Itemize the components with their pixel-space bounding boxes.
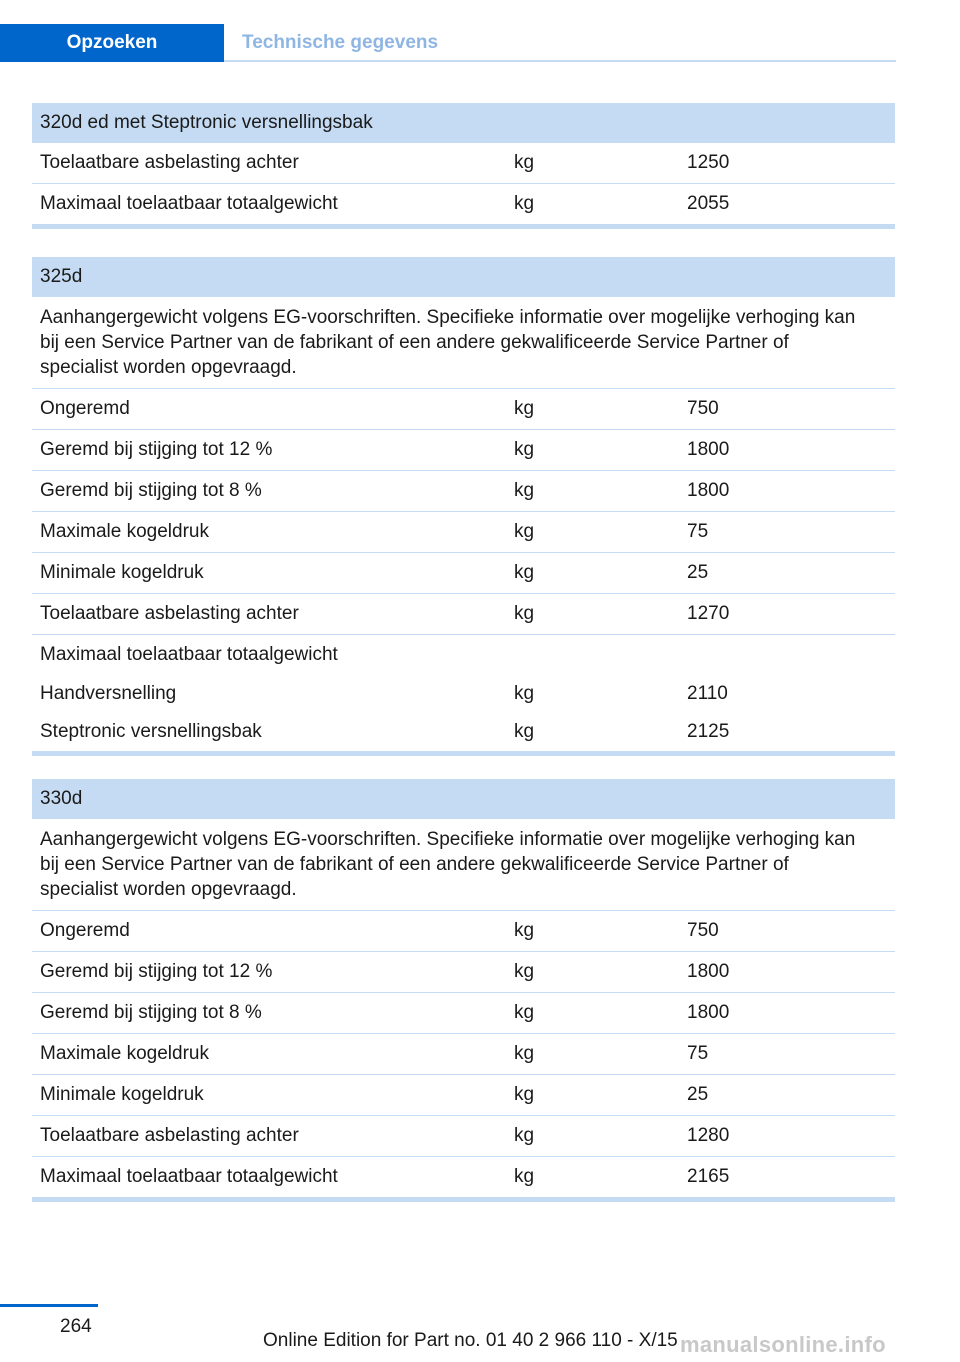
row-unit: kg [514,562,535,583]
section-header [0,24,896,62]
spec-table-330d [32,779,895,1202]
row-unit: kg [514,193,535,214]
edition-text: Online Edition for Part no. 01 40 2 966 110 - X/15 [263,1330,678,1351]
row-unit: kg [514,1043,535,1064]
row-label: Toelaatbare asbelasting achter [40,152,299,173]
row-label: Minimale kogeldruk [40,1084,204,1105]
tab-technische-gegevens[interactable]: Technische gegevens [242,32,439,53]
table-row [32,389,895,430]
row-value: 25 [687,1084,709,1105]
row-unit: kg [514,603,535,624]
row-value: 1800 [687,961,730,982]
row-unit: kg [514,920,535,941]
row-label: Maximaal toelaatbaar totaalgewicht [40,1166,338,1187]
row-value: 2125 [687,721,730,742]
row-value: 750 [687,920,719,941]
row-label: Toelaatbare asbelasting achter [40,1125,299,1146]
table-heading: 325d [32,257,895,297]
table-row [32,952,895,993]
row-value: 1800 [687,439,730,460]
table-row [32,553,895,594]
row-label: Minimale kogeldruk [40,562,204,583]
row-value: 1280 [687,1125,730,1146]
table-row [32,911,895,952]
row-unit: kg [514,398,535,419]
row-label: Ongeremd [40,920,130,941]
table-note: Aanhangergewicht volgens EG-voorschriften. Specifieke informatie over mogelijke verhoging kan bij een Service Partner van de fabrikant of een andere gekwalificeerde Service Partner of specialist worden opgevraagd. [32,297,895,389]
row-label: Geremd bij stijging tot 8 % [40,1002,262,1023]
row-value: 2165 [687,1166,730,1187]
row-unit: kg [514,1166,535,1187]
row-label: Geremd bij stijging tot 8 % [40,480,262,501]
row-unit: kg [514,439,535,460]
table-row [32,1034,895,1075]
row-value: 750 [687,398,719,419]
row-unit: kg [514,521,535,542]
table-row [32,594,895,635]
row-value: 2110 [687,683,728,704]
row-label: Maximale kogeldruk [40,1043,209,1064]
row-label: Ongeremd [40,398,130,419]
table-row [32,430,895,471]
table-row [32,1075,895,1116]
row-unit: kg [514,721,535,742]
spec-table-320d-ed [32,103,895,229]
row-label: Maximale kogeldruk [40,521,209,542]
table-heading: 320d ed met Steptronic versnellingsbak [32,103,895,143]
row-unit: kg [514,1084,535,1105]
row-value: 75 [687,521,709,542]
table-row [32,471,895,512]
watermark: manualsonline.info [680,1332,886,1357]
row-value: 75 [687,1043,709,1064]
row-value: 25 [687,562,709,583]
table-row [32,143,895,184]
row-unit: kg [514,152,535,173]
tab-opzoeken[interactable]: Opzoeken [0,24,224,62]
row-unit: kg [514,480,535,501]
row-value: 1800 [687,480,730,501]
table-row [32,713,895,751]
footer-accent-line [0,1304,98,1307]
row-value: 2055 [687,193,730,214]
row-unit: kg [514,961,535,982]
table-heading: 330d [32,779,895,819]
page-number: 264 [60,1316,92,1337]
row-label: Steptronic versnellingsbak [40,721,262,742]
row-unit: kg [514,683,535,704]
row-value: 1270 [687,603,730,624]
row-unit: kg [514,1125,535,1146]
table-row [32,184,895,224]
row-value: 1250 [687,152,730,173]
table-row [32,675,895,713]
table-row [32,1116,895,1157]
row-label: Maximaal toelaatbaar totaalgewicht [40,193,338,214]
table-note: Aanhangergewicht volgens EG-voorschriften. Specifieke informatie over mogelijke verhoging kan bij een Service Partner van de fabrikant of een andere gekwalificeerde Service Partner of specialist worden opgevraagd. [32,819,895,911]
row-label: Toelaatbare asbelasting achter [40,603,299,624]
row-unit: kg [514,1002,535,1023]
table-row [32,635,895,675]
row-label: Geremd bij stijging tot 12 % [40,439,273,460]
row-label: Maximaal toelaatbaar totaalgewicht [40,644,338,665]
row-value: 1800 [687,1002,730,1023]
spec-table-325d [32,257,895,756]
row-label: Handversnelling [40,683,177,704]
table-row [32,512,895,553]
table-row [32,993,895,1034]
table-row [32,1157,895,1197]
row-label: Geremd bij stijging tot 12 % [40,961,273,982]
